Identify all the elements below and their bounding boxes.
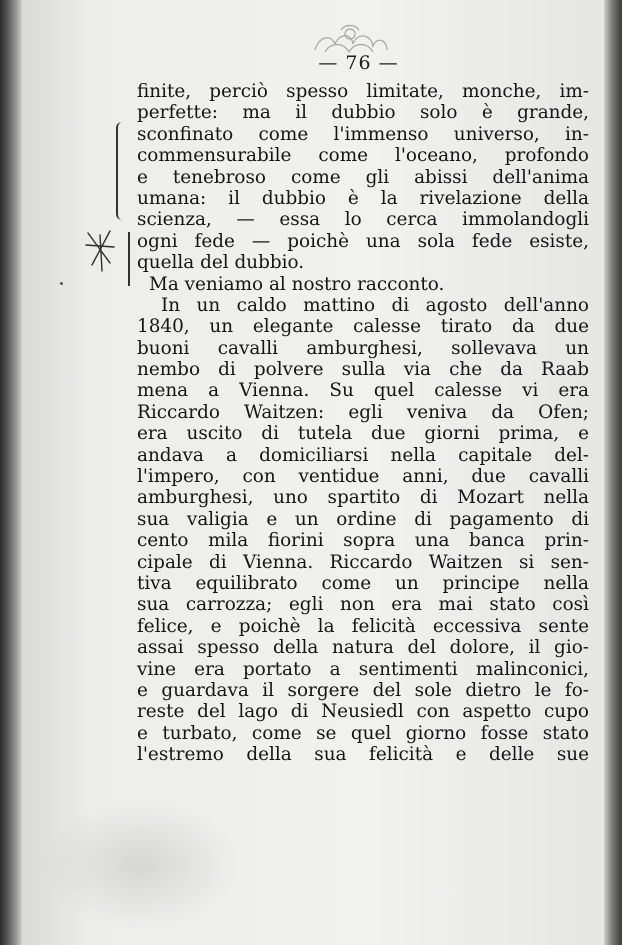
text-line-1: finite, perciò spesso limitate, monche, im- bbox=[137, 81, 589, 102]
text-line-28: vine era portato a sentimenti malinconici, bbox=[137, 658, 589, 680]
text-line-9: quella del dubbio. bbox=[137, 252, 305, 274]
text-line-20: amburghesi, uno spartito di Mozart nella bbox=[137, 487, 589, 509]
text-line-25: sua carrozza; egli non era mai stato così bbox=[137, 594, 589, 616]
text-line-15: mena a Vienna. Su quel calesse vi era bbox=[137, 380, 589, 402]
text-line-24: tiva equilibrato come un principe nella bbox=[137, 572, 589, 594]
text-line-4: commensurabile come l'oceano, profondo bbox=[137, 145, 589, 167]
handwritten-bracket-line-icon bbox=[128, 232, 136, 286]
text-line-11: In un caldo mattino di agosto dell'anno bbox=[161, 294, 589, 316]
text-line-30: reste del lago di Neusiedl con aspetto cupo bbox=[137, 701, 589, 723]
text-line-8: ogni fede — poichè una sola fede esiste, bbox=[137, 230, 589, 252]
text-line-2: perfette: ma il dubbio solo è grande, bbox=[137, 102, 589, 124]
text-line-26: felice, e poichè la felicità eccessiva sente bbox=[137, 615, 589, 637]
text-line-21: sua valigia e un ordine di pagamento di bbox=[137, 508, 589, 530]
margin-speck bbox=[60, 282, 63, 285]
text-line-27: assai spesso della natura del dolore, il gio- bbox=[137, 637, 589, 659]
text-line-18: andava a domiciliarsi nella capitale del- bbox=[137, 444, 589, 466]
page-number: — 76 — bbox=[318, 52, 399, 74]
book-spine-shadow bbox=[0, 0, 22, 945]
page-edge-shadow bbox=[604, 0, 622, 945]
text-line-13: buoni cavalli amburghesi, sollevava un bbox=[137, 337, 589, 359]
text-line-22: cento mila fiorini sopra una banca prin- bbox=[137, 530, 589, 552]
text-line-3: sconfinato come l'immenso universo, in- bbox=[137, 123, 589, 145]
paper-stain bbox=[40, 800, 240, 930]
text-line-19: l'impero, con ventidue anni, due cavalli bbox=[137, 466, 589, 488]
text-line-17: era uscito di tutela due giorni prima, e bbox=[137, 423, 589, 445]
text-line-10: Ma veniamo al nostro racconto. bbox=[149, 273, 445, 295]
text-line-7: scienza, — essa lo cerca immolandogli bbox=[137, 209, 589, 231]
text-line-32: l'estremo della sua felicità e delle sue bbox=[137, 744, 589, 766]
text-line-6: umana: il dubbio è la rivelazione della bbox=[137, 187, 589, 209]
text-line-5: e tenebroso come gli abissi dell'anima bbox=[137, 166, 589, 188]
text-line-14: nembo di polvere sulla via che da Raab bbox=[137, 359, 589, 381]
text-line-31: e turbato, come se quel giorno fosse stato bbox=[137, 722, 589, 744]
text-line-29: e guardava il sorgere del sole dietro le fo- bbox=[137, 679, 589, 701]
handwritten-asterisk-icon bbox=[80, 225, 120, 275]
text-line-16: Riccardo Waitzen: egli veniva da Ofen; bbox=[137, 401, 589, 423]
body-text bbox=[137, 81, 589, 766]
handwritten-bracket-icon bbox=[116, 122, 128, 220]
text-line-23: cipale di Vienna. Riccardo Waitzen si sen- bbox=[137, 551, 589, 573]
text-line-12: 1840, un elegante calesse tirato da due bbox=[137, 316, 589, 338]
